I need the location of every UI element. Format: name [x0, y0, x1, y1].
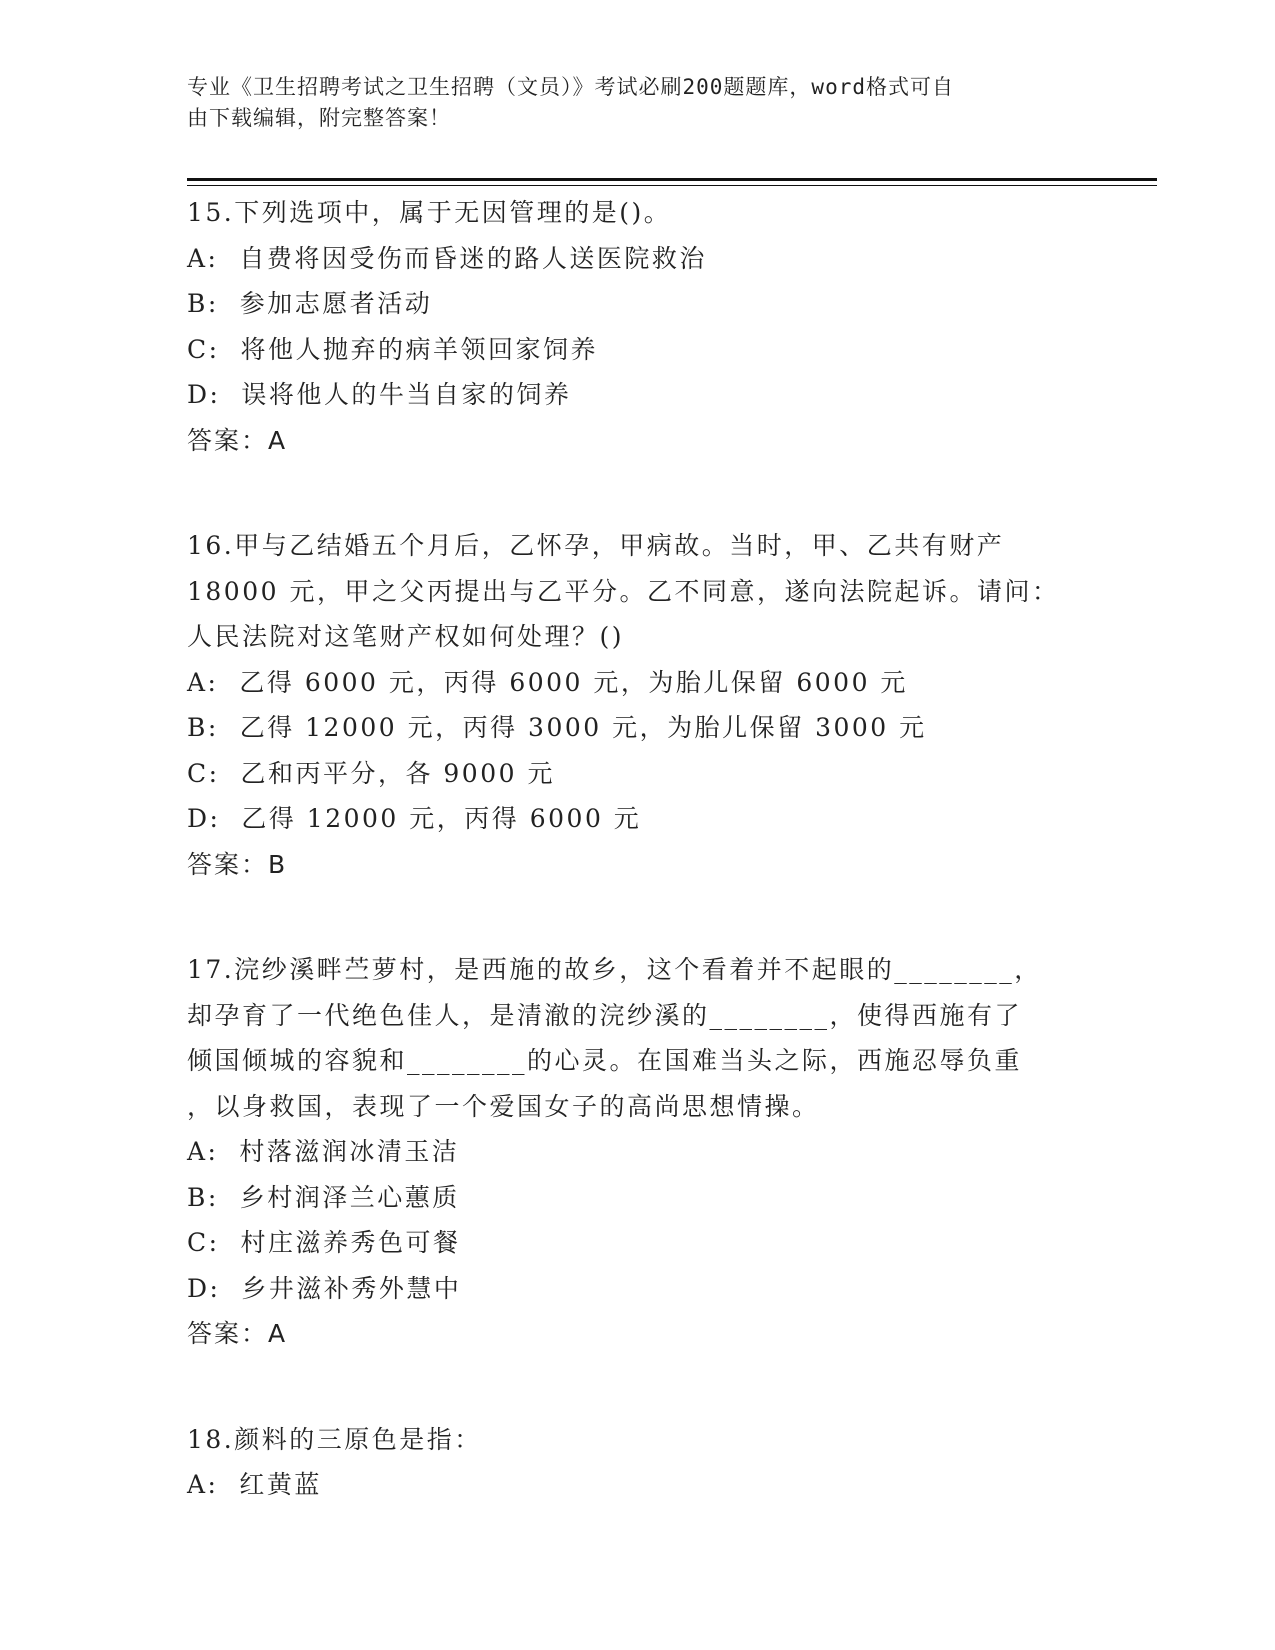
- question-list: [187, 190, 1087, 1568]
- question-stem: 18000 元，甲之父丙提出与乙平分。乙不同意，遂向法院起诉。请问：: [187, 576, 1060, 606]
- option-c: C: 村庄滋养秀色可餐: [187, 1228, 461, 1257]
- header-divider-thick: [187, 178, 1157, 181]
- question-stem: 16.甲与乙结婚五个月后，乙怀孕，甲病故。当时，甲、乙共有财产: [187, 531, 1005, 560]
- answer-line: 答案：A: [187, 1319, 288, 1348]
- option-b: B: 参加志愿者活动: [187, 289, 433, 318]
- question-stem: 却孕育了一代绝色佳人，是清澈的浣纱溪的________，使得西施有了: [187, 1000, 1023, 1030]
- header-line-2: 由下载编辑，附完整答案！: [187, 106, 451, 130]
- question-stem: ，以身救国，表现了一个爱国女子的高尚思想情操。: [187, 1091, 820, 1121]
- question-stem: 18.颜料的三原色是指：: [187, 1424, 482, 1454]
- option-b: B: 乙得 12000 元，丙得 3000 元，为胎儿保留 3000 元: [187, 713, 927, 742]
- question-17: [187, 947, 1087, 1357]
- answer-line: 答案：A: [187, 425, 288, 455]
- question-16: [187, 523, 1087, 887]
- question-stem: 人民法院对这笔财产权如何处理？(): [187, 622, 625, 651]
- question-18: [187, 1417, 1087, 1508]
- option-b: B: 乡村润泽兰心蕙质: [187, 1182, 460, 1212]
- document-header: [187, 72, 1087, 134]
- option-c: C: 将他人抛弃的病羊领回家饲养: [187, 334, 598, 364]
- header-line-1: 专业《卫生招聘考试之卫生招聘（文员）》考试必刷200题题库，word格式可自: [187, 75, 954, 99]
- option-d: D: 乡井滋补秀外慧中: [187, 1273, 462, 1303]
- question-stem: 倾国倾城的容貌和________的心灵。在国难当头之际，西施忍辱负重: [187, 1046, 1023, 1075]
- option-c: C: 乙和丙平分，各 9000 元: [187, 758, 555, 788]
- question-stem: 17.浣纱溪畔苎萝村，是西施的故乡，这个看着并不起眼的________，: [187, 955, 1042, 984]
- header-divider-thin: [187, 185, 1157, 186]
- option-d: D: 误将他人的牛当自家的饲养: [187, 380, 572, 409]
- option-a: A: 自费将因受伤而昏迷的路人送医院救治: [187, 243, 707, 273]
- option-a: A: 乙得 6000 元，丙得 6000 元，为胎儿保留 6000 元: [187, 667, 908, 697]
- question-15: [187, 190, 1087, 463]
- question-stem: 15.下列选项中，属于无因管理的是()。: [187, 198, 672, 227]
- option-a: A: 红黄蓝: [187, 1470, 322, 1499]
- answer-line: 答案：B: [187, 849, 288, 879]
- option-a: A: 村落滋润冰清玉洁: [187, 1137, 460, 1166]
- option-d: D: 乙得 12000 元，丙得 6000 元: [187, 804, 642, 833]
